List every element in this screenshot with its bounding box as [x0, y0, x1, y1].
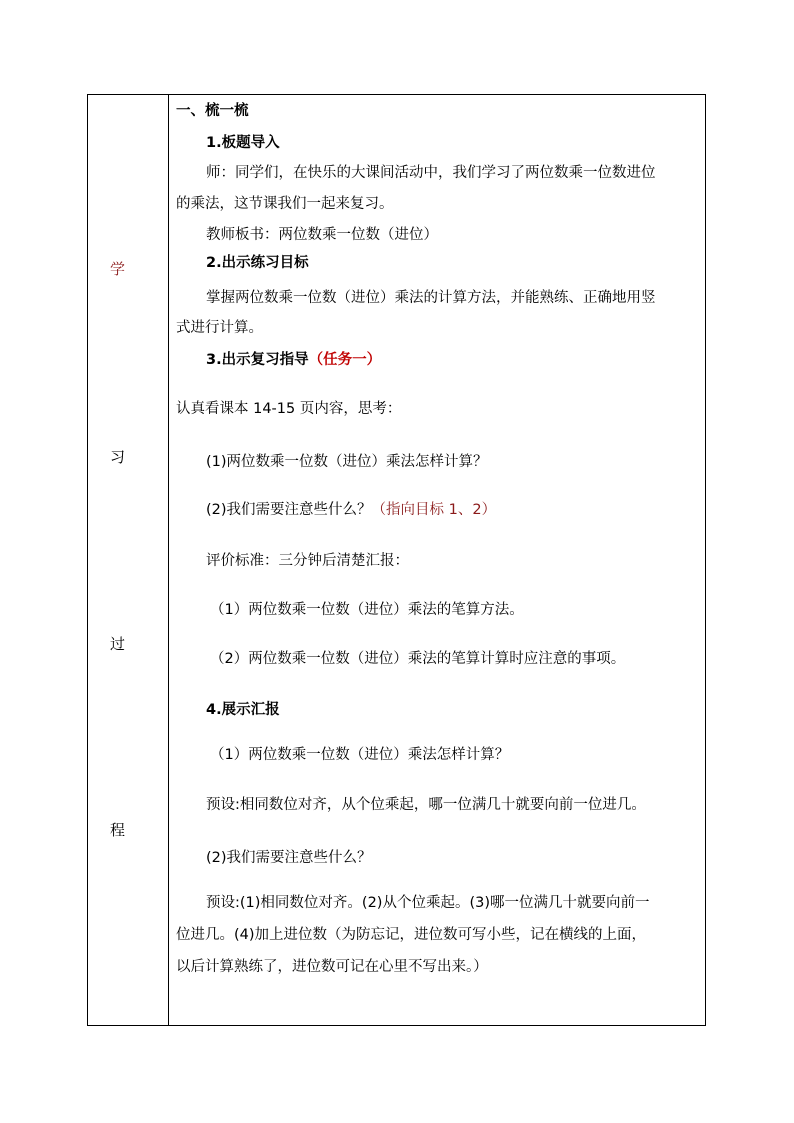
- step-1-text-line-1: 师：同学们，在快乐的大课间活动中，我们学习了两位数乘一位数进位: [206, 165, 656, 181]
- step-4-question-2: (2)我们需要注意些什么？: [206, 850, 372, 866]
- section-heading: 一、梳一梳: [176, 103, 249, 119]
- side-char-4: 程: [110, 821, 126, 839]
- step-2-text-line-2: 式进行计算。: [176, 320, 263, 336]
- step-4-answer-2-line-3: 以后计算熟练了，进位数可记在心里不写出来。）: [176, 959, 488, 975]
- step-3-question-1: (1)两位数乘一位数（进位）乘法怎样计算？: [206, 454, 488, 470]
- step-3-title-text: 3.出示复习指导: [206, 352, 309, 368]
- evaluation-item-2: （2）两位数乘一位数（进位）乘法的笔算计算时应注意的事项。: [210, 651, 626, 667]
- step-4-title: 4.展示汇报: [206, 702, 280, 718]
- step-1-board-text: 教师板书：两位数乘一位数（进位）: [206, 227, 438, 243]
- step-4-question-1: （1）两位数乘一位数（进位）乘法怎样计算？: [210, 747, 510, 763]
- step-2-title: 2.出示练习目标: [206, 255, 309, 271]
- evaluation-item-1: （1）两位数乘一位数（进位）乘法的笔算方法。: [210, 602, 524, 618]
- evaluation-criteria: 评价标准：三分钟后清楚汇报：: [206, 553, 409, 569]
- step-1-text-line-2: 的乘法，这节课我们一起来复习。: [176, 196, 394, 212]
- step-3-title: [206, 350, 381, 370]
- column-divider: [168, 94, 169, 1026]
- task-label: （任务一）: [308, 352, 382, 368]
- step-4-answer-2-line-2: 位进几。(4)加上进位数（为防忘记，进位数可写小些，记在横线的上面，: [176, 927, 647, 943]
- step-3-question-2-text: (2)我们需要注意些什么？: [206, 502, 372, 518]
- step-3-instruction: 认真看课本 14-15 页内容，思考：: [176, 401, 402, 417]
- side-char-1: 学: [110, 260, 126, 278]
- step-2-text-line-1: 掌握两位数乘一位数（进位）乘法的计算方法，并能熟练、正确地用竖: [206, 290, 656, 306]
- side-char-2: 习: [110, 448, 126, 466]
- side-char-3: 过: [110, 635, 126, 653]
- step-3-question-2: [206, 500, 496, 520]
- step-4-answer-1: 预设:相同数位对齐，从个位乘起，哪一位满几十就要向前一位进几。: [206, 797, 646, 813]
- goal-note: （指向目标 1、2）: [371, 502, 497, 518]
- step-1-title: 1.板题导入: [206, 135, 280, 151]
- step-4-answer-2-line-1: 预设:(1)相同数位对齐。(2)从个位乘起。(3)哪一位满几十就要向前一: [206, 895, 650, 911]
